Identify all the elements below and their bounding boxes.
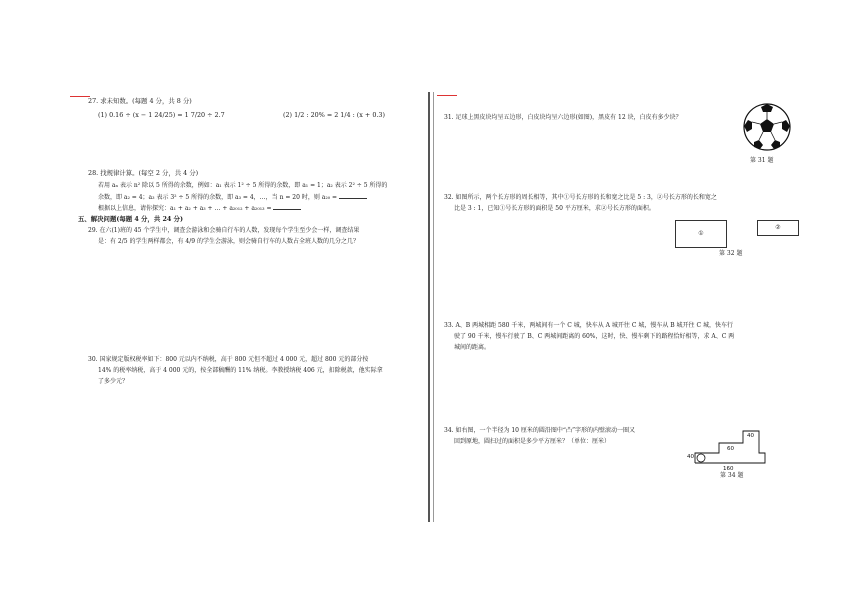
q33-line-2: 驶了 90 千米，慢车行驶了 B、C 两城间距离的 60%，这时，快、慢车剩下的路程恰好相等，求 A、C 两 <box>454 333 735 340</box>
q28-line-1: 若用 aₙ 表示 n² 除以 5 所得的余数，例如：a₁ 表示 1² ÷ 5 所得的余数，即 a₁ = 1；a₂ 表示 2² ÷ 5 所得的 <box>98 182 388 189</box>
dim-left: 40 <box>687 454 694 460</box>
right-page <box>432 92 792 522</box>
q34-line-1: 34. 如右图，一个半径为 10 厘米的圆沿图中“凸”字形的内壁滚动一圈又 <box>444 427 636 434</box>
q32-line-2: 比是 3 : 1，已知①号长方形的面积是 50 平方厘米，求②号长方形的面积。 <box>454 205 655 212</box>
q30-line-2: 14% 的税率纳税，高于 4 000 元的，按全部稿酬的 11% 纳税。李教授纳税 406 元，扣除税款，他实际拿 <box>98 367 383 374</box>
q31-text: 31. 足球上黑皮块均呈五边形，白皮块均呈六边形(如图)，黑皮有 12 块，白皮有多少块？ <box>444 114 682 121</box>
q32-caption: 第 32 题 <box>719 250 743 257</box>
q28-title: 28. 找规律计算。(每空 2 分，共 4 分) <box>88 169 199 177</box>
dim-step: 60 <box>727 446 734 452</box>
q34-line-2: 回到原地，圆扫过的面积是多少平方厘米？（单位：厘米） <box>454 438 611 445</box>
rectangle-1 <box>675 220 727 248</box>
q29-line-2: 是：有 2/5 的学生两样都会，有 4/9 的学生会游泳，则会骑自行车的人数占全班人数的几分之几？ <box>98 238 359 245</box>
left-page <box>78 92 423 522</box>
page-gutter-line <box>428 92 430 522</box>
section-5-heading: 五、解决问题(每题 4 分，共 24 分) <box>78 215 183 223</box>
q33-line-3: 城间的距离。 <box>454 344 491 351</box>
q27-equation-1: (1) 0.16 ÷ (x − 1 24/25) = 1 7/20 ÷ 2.7 <box>98 111 225 119</box>
q28-line-2: 余数，即 a₂ = 4；a₃ 表示 3² ÷ 5 所得的余数，即 a₃ = 4，…，当 n = 20 时，则 a₂₀ = <box>98 191 367 203</box>
q28-line-3: 根据以上信息，请你探究：a₁ + a₂ + a₃ + … + a₂₀₁₂ + a₂₀₁₃ = <box>98 202 301 214</box>
q31-caption: 第 31 题 <box>750 157 774 164</box>
rectangle-2 <box>757 220 799 236</box>
q30-line-3: 了多少元？ <box>98 378 129 385</box>
dim-bottom: 160 <box>723 466 734 471</box>
q30-line-1: 30. 国家规定版权税率如下：800 元以内不纳税，高于 800 元但不超过 4 000 元，超过 800 元的部分按 <box>88 356 369 363</box>
q33-line-1: 33. A、B 两城相距 580 千米，两城间有一个 C 城，快车从 A 城开往 C 城，慢车从 B 城开往 C 城，快车行 <box>444 322 733 329</box>
answer-blank[interactable] <box>339 191 367 199</box>
rectangle-2-label: ② <box>775 224 781 231</box>
soccer-ball-figure <box>742 102 792 152</box>
dim-top: 40 <box>747 433 754 439</box>
q29-line-1: 29. 在六(1)班的 45 个学生中，调查会游泳和会骑自行车的人数，发现每个学生至少会一样，调查结果 <box>88 227 360 234</box>
q27-equation-2: (2) 1/2 : 20% = 2 1/4 : (x + 0.3) <box>283 111 385 119</box>
convex-shape-figure <box>687 425 787 471</box>
q32-line-1: 32. 如图所示，两个长方形的周长相等，其中①号长方形的长和宽之比是 5 : 3，②号长方形的长和宽之 <box>444 194 717 201</box>
rectangle-1-label: ① <box>698 230 704 237</box>
answer-blank[interactable] <box>273 202 301 210</box>
q34-caption: 第 34 题 <box>720 472 744 479</box>
q27-title: 27. 求未知数。(每题 4 分，共 8 分) <box>88 97 192 105</box>
